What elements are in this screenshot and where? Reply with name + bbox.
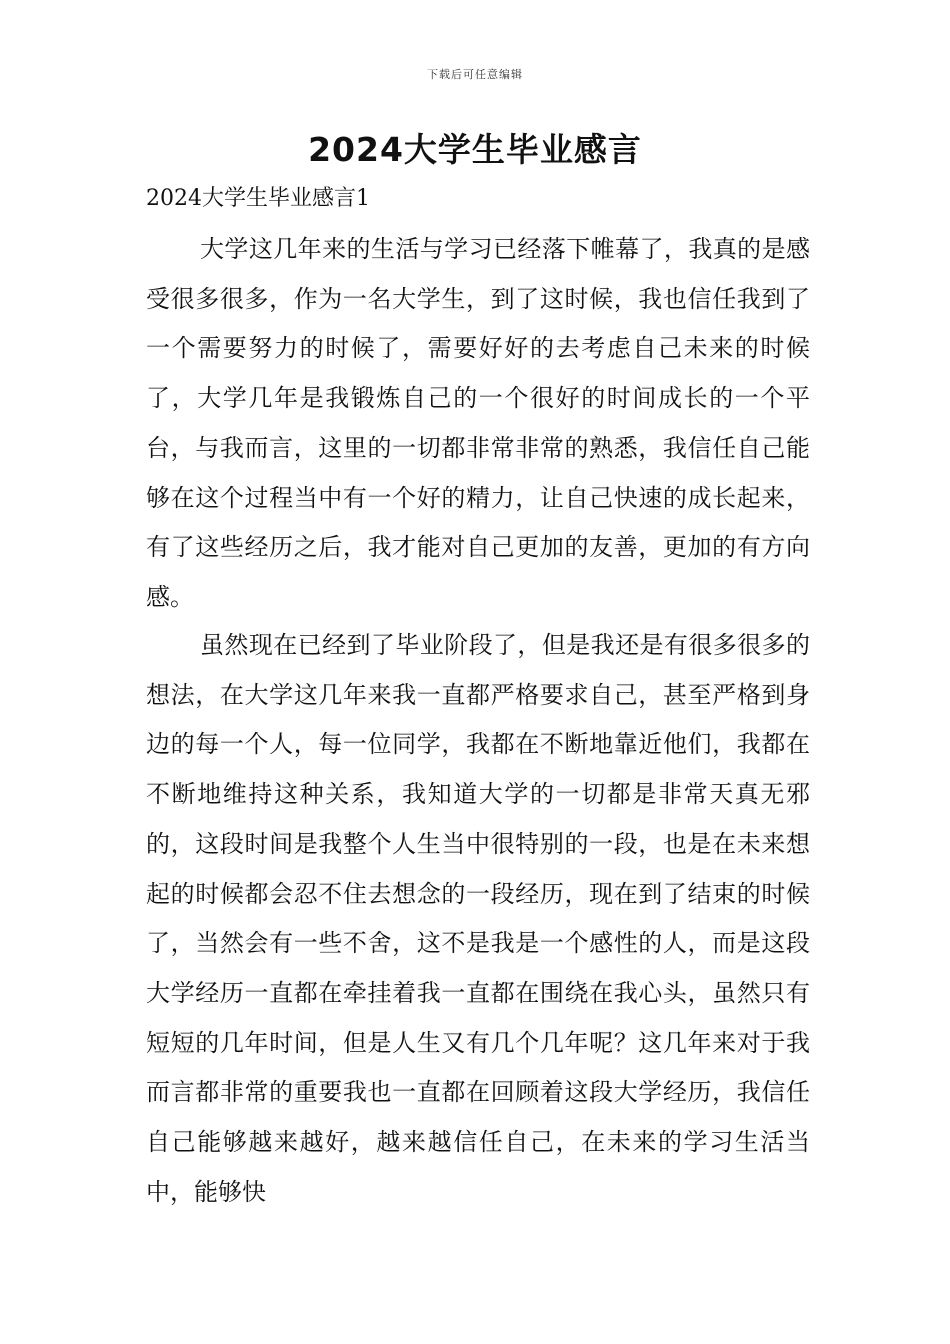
section-heading: 2024大学生毕业感言1 [146, 186, 370, 211]
header-note: 下载后可任意编辑 [427, 68, 523, 81]
paragraph-2: 虽然现在已经到了毕业阶段了，但是我还是有很多很多的想法，在大学这几年来我一直都严格要求自己，甚至严格到身边的每一个人，每一位同学，我都在不断地靠近他们，我都在不断地维持这种关系，我知道大学的一切都是非常天真无邪的，这段时间是我整个人生当中很特别的一段，也是在未来想起的时候都会忍不住去想念的一段经历，现在到了结束的时候了，当然会有一些不舍，这不是我是一个感性的人，而是这段大学经历一直都在牵挂着我一直都在围绕在我心头，虽然只有短短的几年时间，但是人生又有几个几年呢？这几年来对于我而言都非常的重要我也一直都在回顾着这段大学经历，我信任自己能够越来越好，越来越信任自己，在未来的学习生活当中，能够快 [146, 631, 810, 1206]
paragraph-1: 大学这几年来的生活与学习已经落下帷幕了，我真的是感受很多很多，作为一名大学生，到了这时候，我也信任我到了一个需要努力的时候了，需要好好的去考虑自己未来的时候了，大学几年是我锻炼自己的一个很好的时间成长的一个平台，与我而言，这里的一切都非常非常的熟悉，我信任自己能够在这个过程当中有一个好的精力，让自己快速的成长起来，有了这些经历之后，我才能对自己更加的友善，更加的有方向感。 [146, 235, 810, 611]
document-title: 2024大学生毕业感言 [308, 130, 642, 169]
